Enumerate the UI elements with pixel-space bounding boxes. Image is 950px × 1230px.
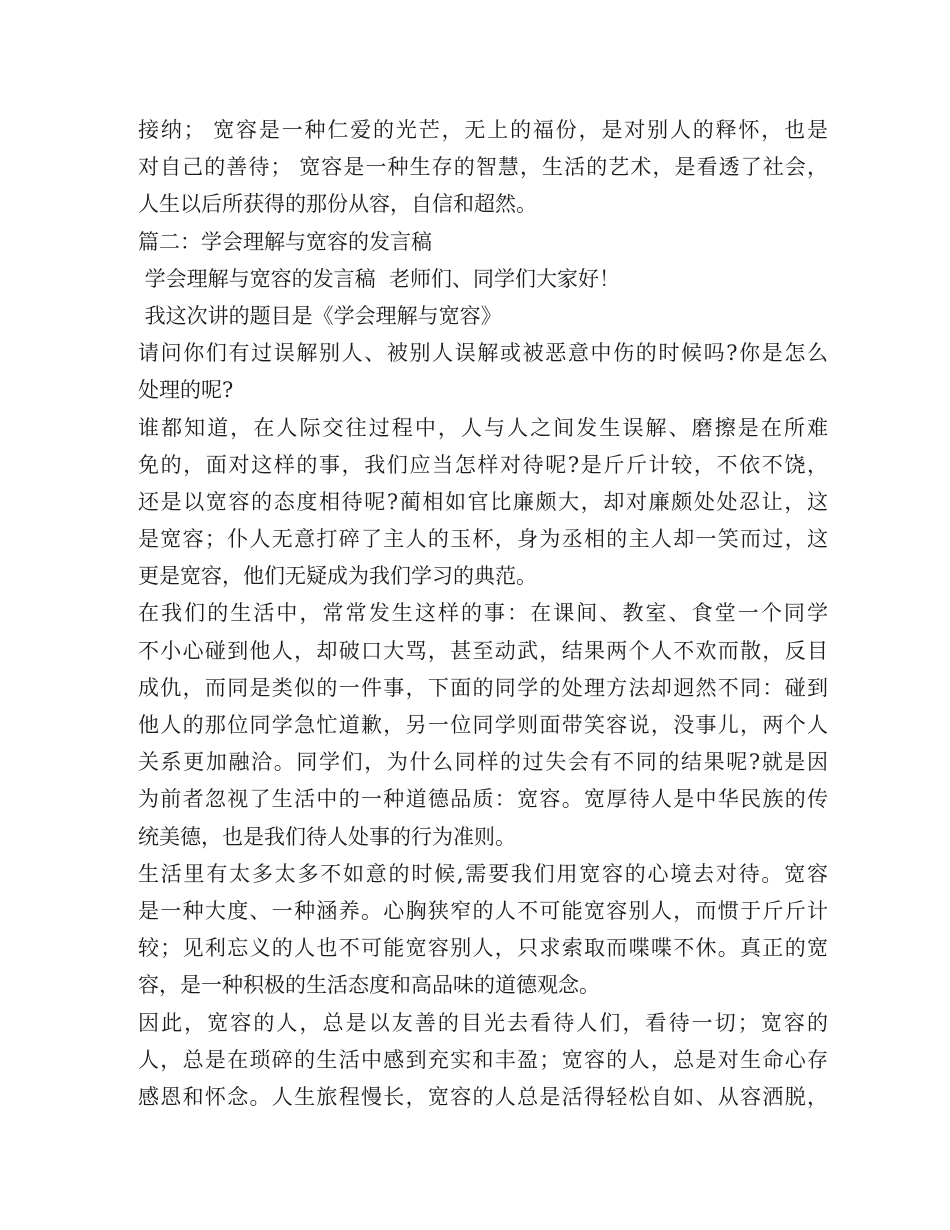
text-line: 我这次讲的题目是《学会理解与宽容》 xyxy=(138,303,502,328)
text-line: 处理的呢? xyxy=(138,378,234,403)
text-line: 不小心碰到他人，却破口大骂，甚至动武，结果两个人不欢而散，反目 xyxy=(138,638,828,663)
text-line: 更是宽容，他们无疑成为我们学习的典范。 xyxy=(138,564,537,589)
text-line: 是一种大度、一种涵养。心胸狭窄的人不可能宽容别人，而惯于斤斤计 xyxy=(138,898,828,923)
text-line: 人生以后所获得的那份从容，自信和超然。 xyxy=(138,192,537,217)
text-line: 是宽容；仆人无意打碎了主人的玉杯，身为丞相的主人却一笑而过，这 xyxy=(138,527,828,552)
text-line: 统美德，也是我们待人处事的行为准则。 xyxy=(138,824,516,849)
text-line: 因此，宽容的人，总是以友善的目光去看待人们，看待一切；宽容的 xyxy=(138,1010,828,1035)
text-line: 为前者忽视了生活中的一种道德品质：宽容。宽厚待人是中华民族的传 xyxy=(138,787,828,812)
text-line: 接纳； 宽容是一种仁爱的光芒，无上的福份，是对别人的释怀，也是 xyxy=(138,118,828,142)
document-body xyxy=(138,112,828,1116)
text-line: 容，是一种积极的生活态度和高品味的道德观念。 xyxy=(138,973,600,998)
section-heading: 篇二：学会理解与宽容的发言稿 xyxy=(138,229,432,254)
text-line: 较；见利忘义的人也不可能宽容别人，只求索取而喋喋不休。真正的宽 xyxy=(138,936,828,961)
text-line: 还是以宽容的态度相待呢?蔺相如官比廉颇大，却对廉颇处处忍让，这 xyxy=(138,489,828,514)
text-line: 人，总是在琐碎的生活中感到充实和丰盈；宽容的人，总是对生命心存 xyxy=(138,1047,828,1072)
text-line: 他人的那位同学急忙道歉，另一位同学则面带笑容说，没事儿，两个人 xyxy=(138,713,828,737)
text-line: 在我们的生活中，常常发生这样的事：在课间、教室、食堂一个同学 xyxy=(138,601,828,626)
text-line: 对自己的善待； 宽容是一种生存的智慧，生活的艺术，是看透了社会， xyxy=(138,155,828,180)
text-line: 学会理解与宽容的发言稿 老师们、同学们大家好！ xyxy=(138,266,621,291)
text-line: 感恩和怀念。人生旅程慢长，宽容的人总是活得轻松自如、从容洒脱， xyxy=(138,1084,828,1109)
text-line: 成仇，而同是类似的一件事，下面的同学的处理方法却迥然不同：碰到 xyxy=(138,675,828,700)
text-line: 免的，面对这样的事，我们应当怎样对待呢?是斤斤计较，不依不饶， xyxy=(138,452,828,477)
text-line: 关系更加融洽。同学们，为什么同样的过失会有不同的结果呢?就是因 xyxy=(138,750,828,775)
text-line: 生活里有太多太多不如意的时候,需要我们用宽容的心境去对待。宽容 xyxy=(138,861,828,886)
text-line: 谁都知道，在人际交往过程中，人与人之间发生误解、磨擦是在所难 xyxy=(138,415,828,440)
text-line: 请问你们有过误解别人、被别人误解或被恶意中伤的时候吗?你是怎么 xyxy=(138,341,828,366)
